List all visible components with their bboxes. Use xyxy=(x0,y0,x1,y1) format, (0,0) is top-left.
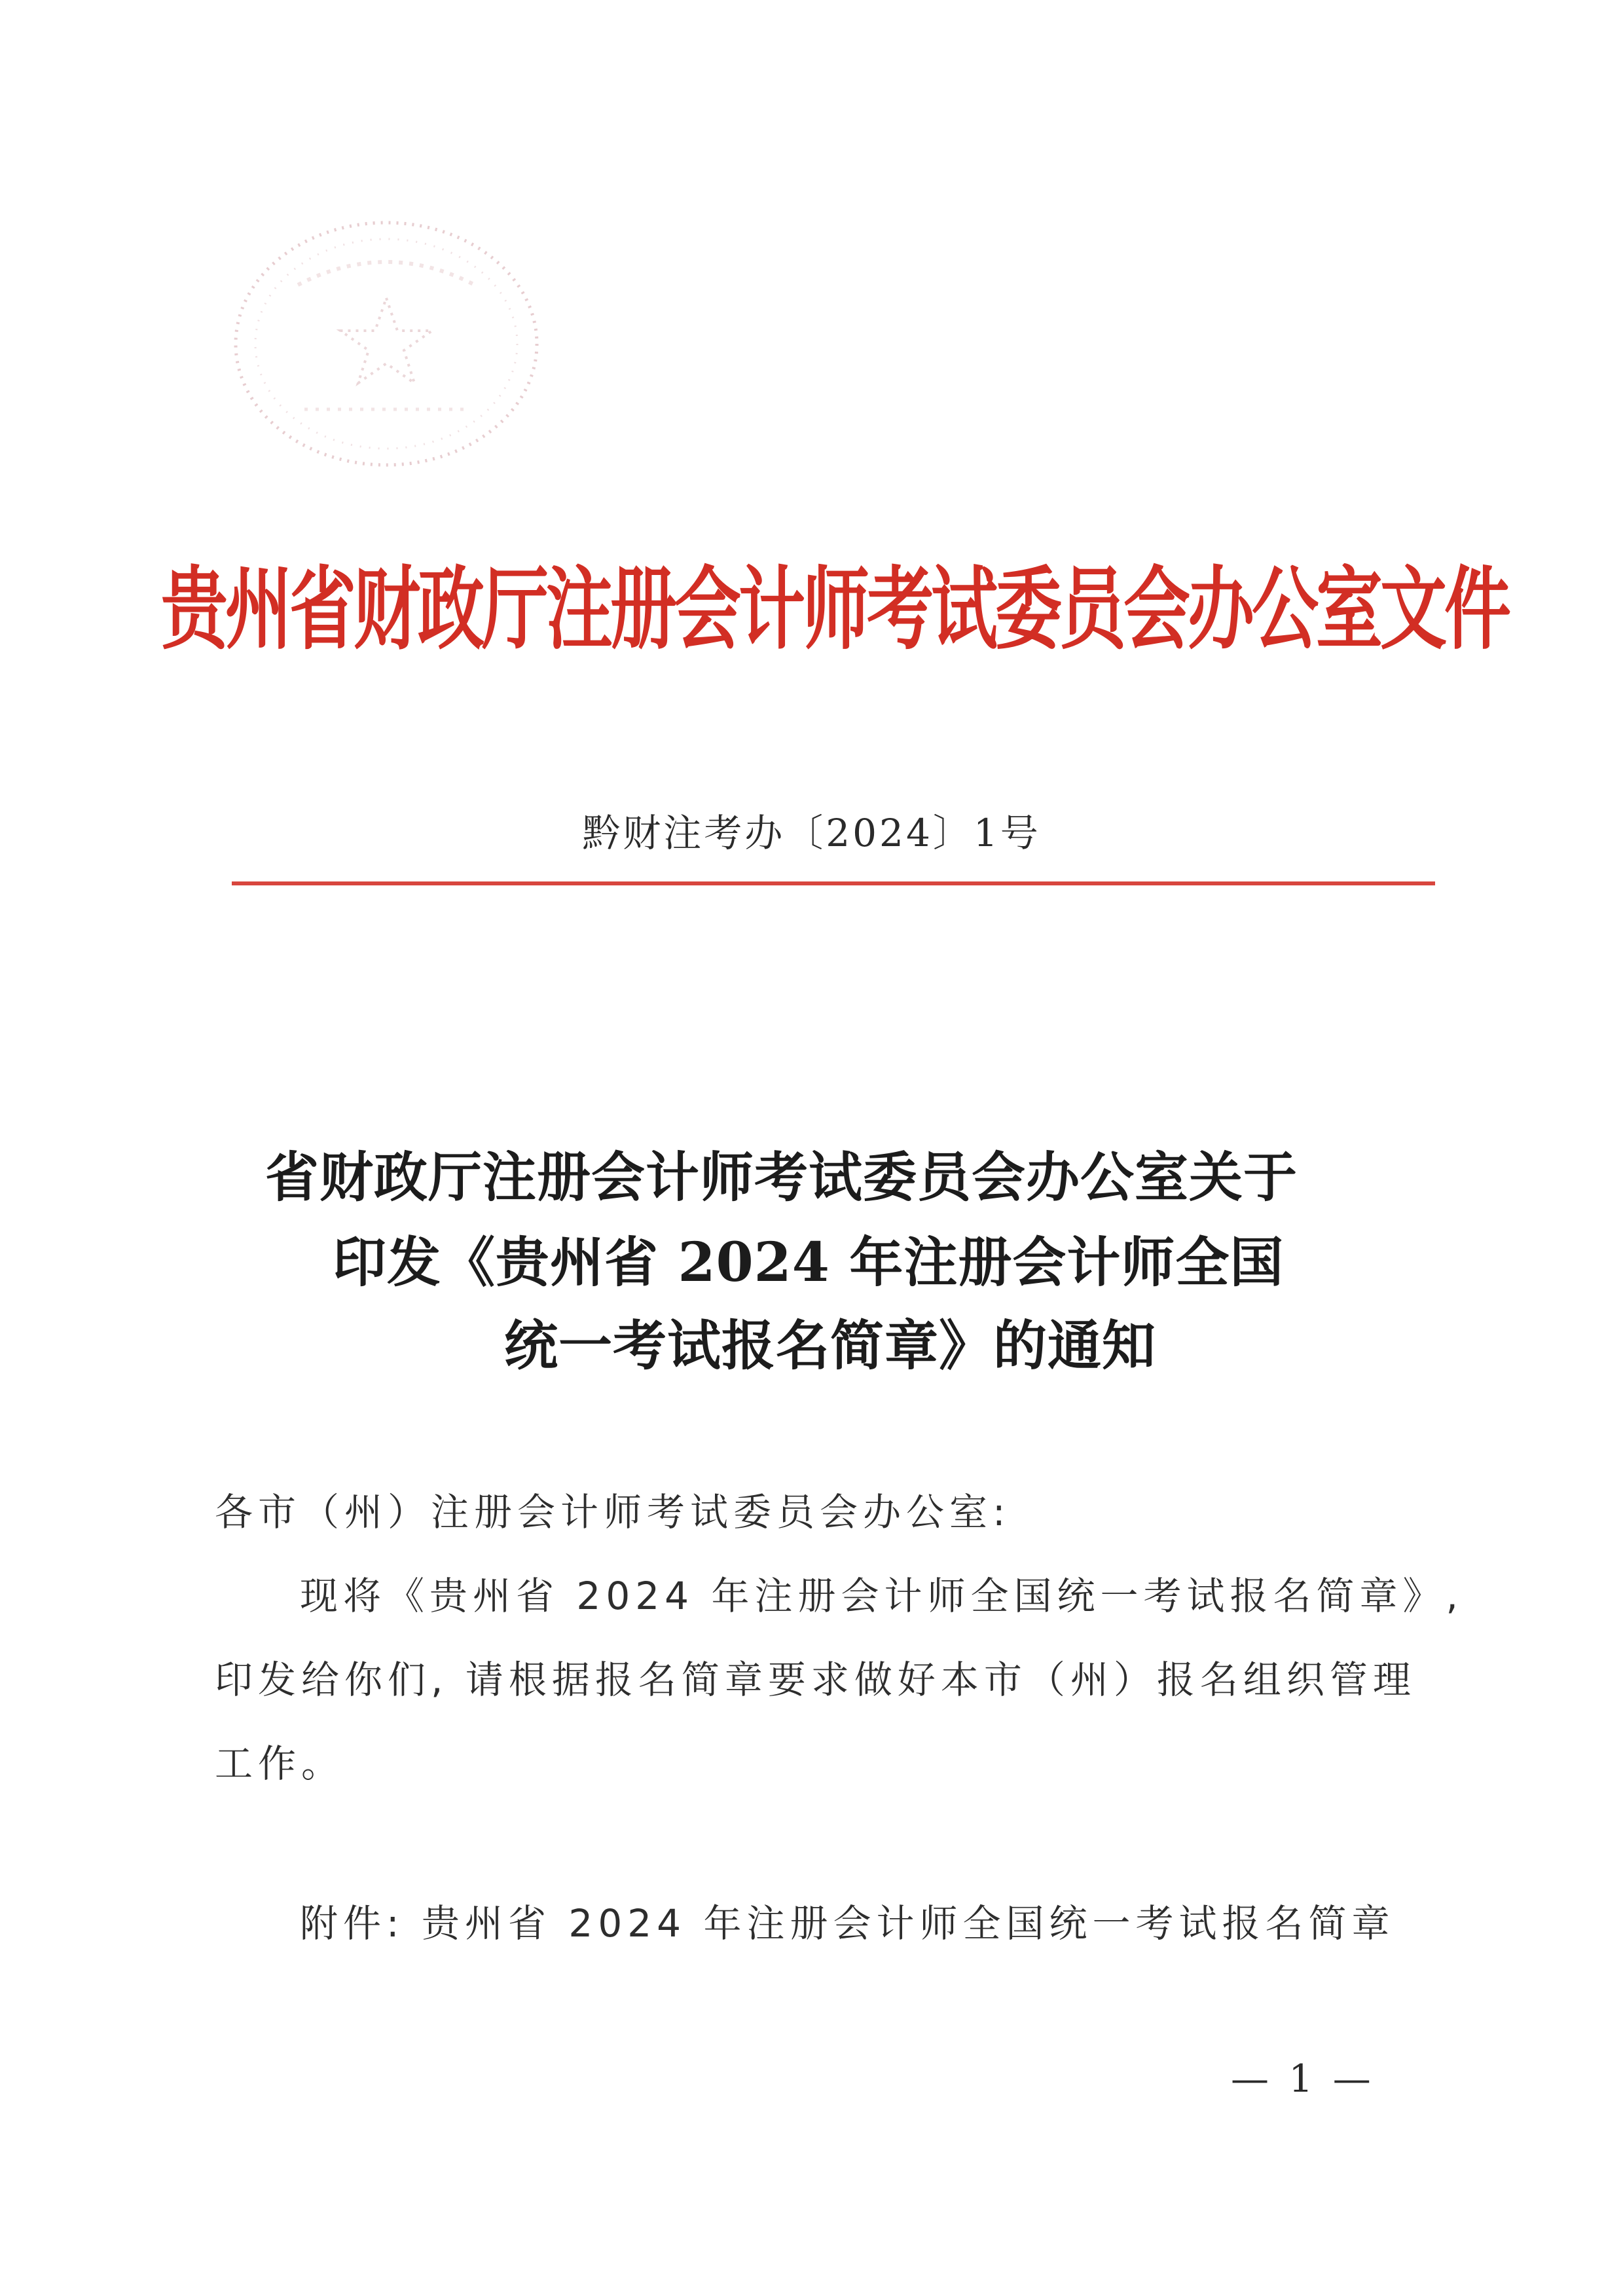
header-divider xyxy=(232,881,1435,885)
issuer-title: 贵州省财政厅注册会计师考试委员会办公室文件 xyxy=(161,556,1508,663)
document-number: 黔财注考办〔2024〕1号 xyxy=(582,811,1041,855)
attachment-note: 附件: 贵州省 2024 年注册会计师全国统一考试报名简章 xyxy=(300,1901,1395,1946)
page-number: — 1 — xyxy=(1231,2056,1375,2101)
salutation: 各市（州）注册会计师考试委员会办公室: xyxy=(215,1490,1011,1534)
issuer-header xyxy=(161,547,1508,663)
title-line-3: 统一考试报名简章》的通知 xyxy=(504,1314,1157,1377)
title-line-1: 省财政厅注册会计师考试委员会办公室关于 xyxy=(265,1146,1298,1209)
faint-seal-imprint xyxy=(226,213,547,475)
paragraph-line-1: 现将《贵州省 2024 年注册会计师全国统一考试报名简章》, xyxy=(300,1574,1463,1618)
paragraph-line-3: 工作。 xyxy=(215,1741,345,1786)
paragraph-line-2: 印发给你们, 请根据报名简章要求做好本市（州）报名组织管理 xyxy=(215,1657,1416,1702)
title-line-2: 印发《贵州省 2024 年注册会计师全国 xyxy=(333,1231,1285,1294)
